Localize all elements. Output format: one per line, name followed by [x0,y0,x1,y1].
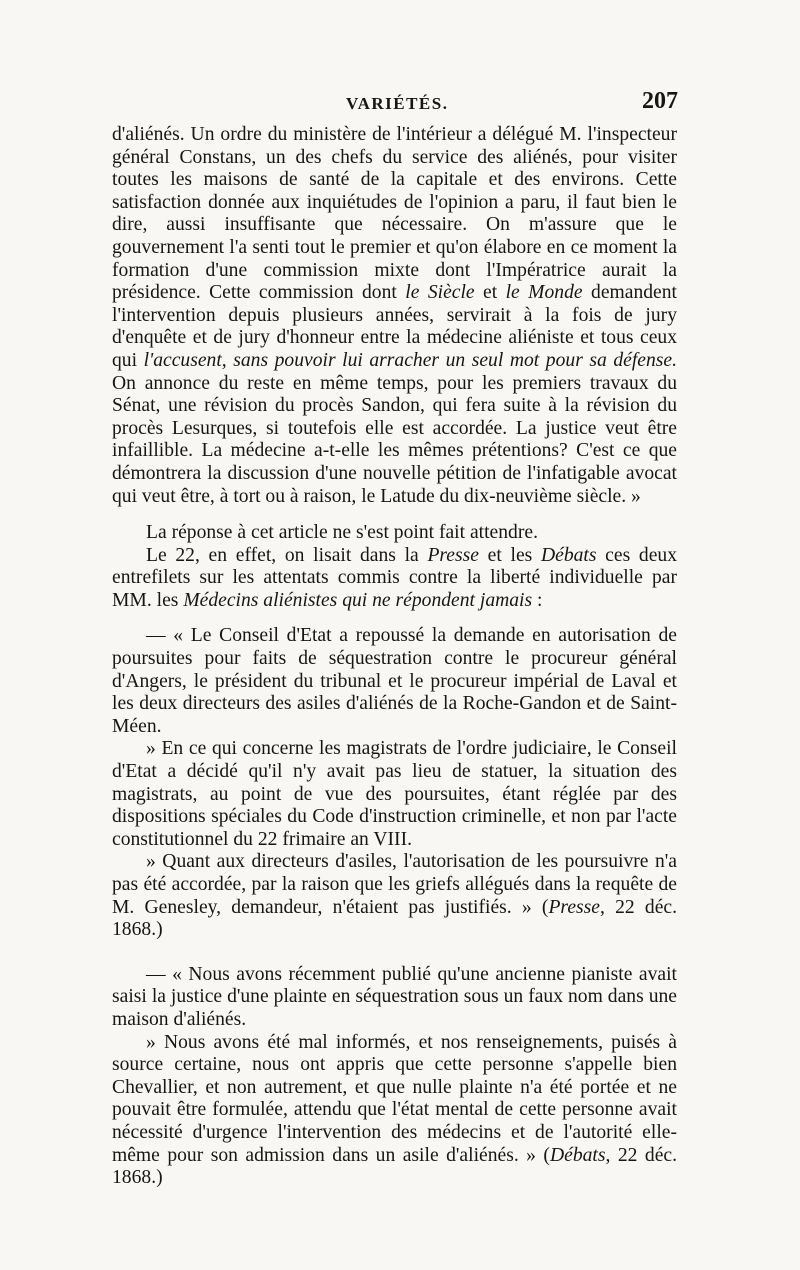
newspaper-name: Débats [549,1144,606,1166]
newspaper-name: le Monde [505,282,583,304]
paragraph-pianiste: — « Nous avons récemment publié qu'une ancienne pianiste avait saisi la justice d'une plainte en séquestration sous un faux nom dans une maison d'aliénés. [112,963,677,1030]
paragraph-chevallier: » Nous avons été mal informés, et nos renseignements, puisés à source certaine, nous ont appris que cette personne s'appelle bien Chevallier, et non autrement, et que nulle plainte n'a été portée et ne pouvait être formulée, attendu que l'état mental de cette personne avait nécessité d'urgence l'intervention des médecins et de l'autorité elle-même pour son admission dans un asile d'aliénés. » (Débats, 22 déc. 1868.) [112,1031,677,1189]
paragraph-conseil-etat: — « Le Conseil d'Etat a repoussé la demande en autorisation de poursuites pour faits de séquestration contre le procureur général d'Angers, le président du tribunal et le procureur impérial de Laval et les deux directeurs des asiles d'aliénés de la Roche-Gandon et de Saint-Méen. [112,625,677,737]
page-body [112,124,677,1190]
paragraph-letter-continuation: d'aliénés. Un ordre du ministère de l'intérieur a délégué M. l'inspecteur général Constans, un des chefs du service des aliénés, pour visiter toutes les maisons de santé de la capitale et des environs. Cette satisfaction donnée aux inquiétudes de l'opinion a paru, il faut bien le dire, aussi insuffisante que nécessaire. On m'assure que le gouvernement l'a senti tout le premier et qu'on élabore en ce moment la formation d'une commission mixte dont l'Impératrice aurait la présidence. Cette commission dont le Siècle et le Monde demandent l'intervention depuis plusieurs années, servirait à la fois de jury d'enquête et de jury d'honneur entre la médecine aliéniste et tous ceux qui l'accusent, sans pouvoir lui arracher un seul mot pour sa défense. On annonce du reste en même temps, pour les premiers travaux du Sénat, une révision du procès Sandon, qui fera suite à la révision du procès Lesurques, si toutefois elle est accordée. La justice veut être infaillible. La médecine a-t-elle les mêmes prétentions? C'est ce que démontrera la discussion d'une nouvelle pétition de l'infatigable avocat qui veut être, à tort ou à raison, le Latude du dix-neuvième siècle. » [112,124,677,507]
italic-quote: l'accusent, sans pouvoir lui arracher un seul mot pour sa défense. [143,349,677,371]
paragraph-entrefilets: Le 22, en effet, on lisait dans la Presse et les Débats ces deux entrefilets sur les attentats commis contre la liberté individuelle par MM. les Médecins aliénistes qui ne répondent jamais : [112,544,677,611]
newspaper-name: le Siècle [405,282,475,304]
page-number: 207 [642,88,678,114]
paragraph-magistrats: » En ce qui concerne les magistrats de l'ordre judiciaire, le Conseil d'Etat a décidé qu'il n'y avait pas lieu de statuer, la situation des magistrats, au point de vue des poursuites, étant réglée par des dispositions spéciales du Code d'instruction criminelle, et non par l'acte constitutionnel du 22 frimaire an VIII. [112,738,677,850]
running-title: VARIÉTÉS. [346,94,449,113]
italic-quote: Médecins aliénistes qui ne répondent jamais [183,589,533,611]
paragraph-directeurs: » Quant aux directeurs d'asiles, l'autorisation de les poursuivre n'a pas été accordée, par la raison que les griefs allégués dans la requête de M. Genesley, demandeur, n'étaient pas justifiés. » (Presse, 22 déc. 1868.) [112,851,677,941]
paragraph-response: La réponse à cet article ne s'est point fait attendre. [146,522,538,544]
page-header [118,88,678,124]
newspaper-name: Presse [427,544,479,566]
newspaper-name: Presse [548,896,600,918]
newspaper-name: Débats [540,544,597,566]
